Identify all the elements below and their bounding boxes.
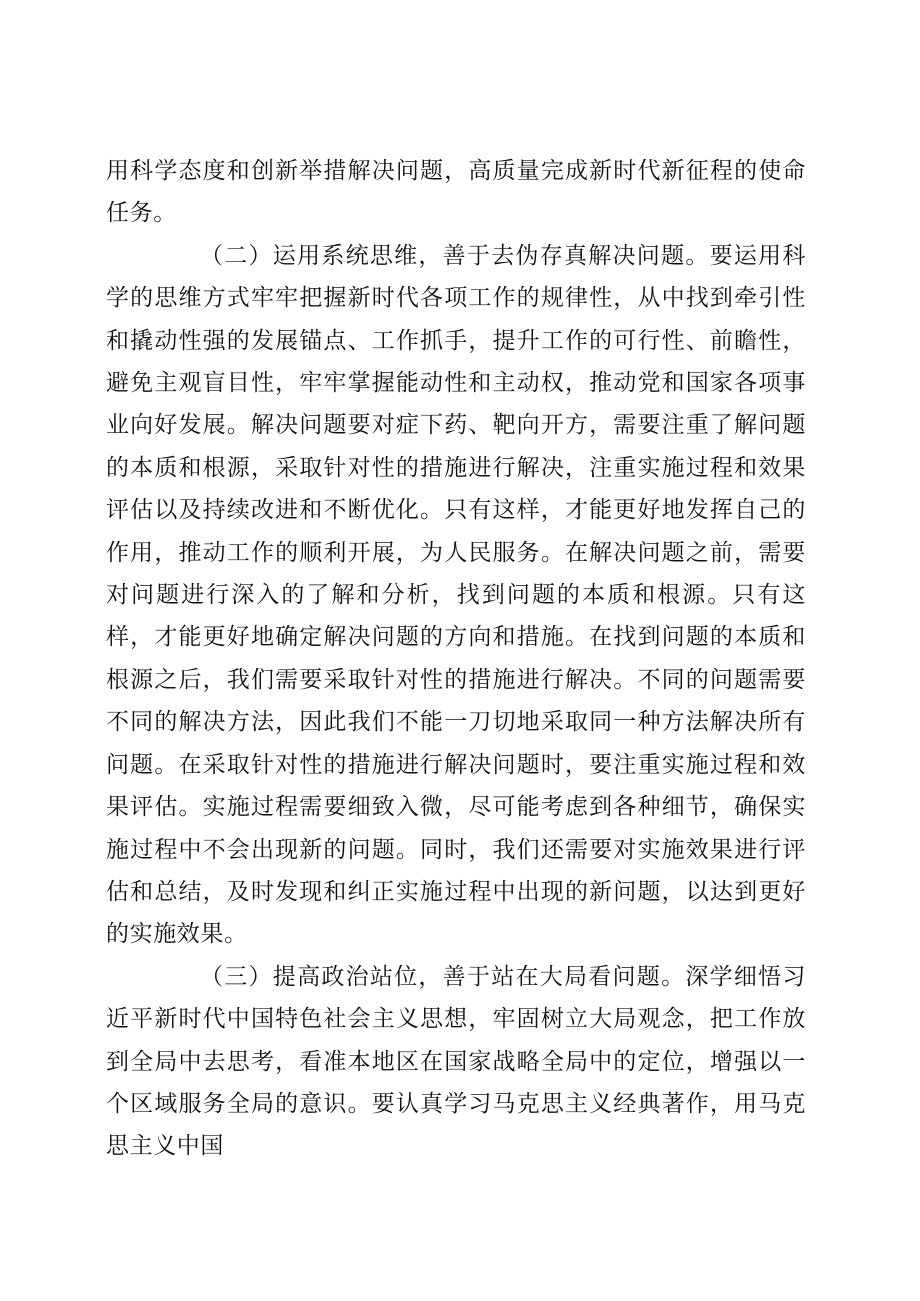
document-body	[106, 150, 806, 1168]
paragraph-section-three: （三）提高政治站位，善于站在大局看问题。深学细悟习近平新时代中国特色社会主义思想，牢固树立大局观念，把工作放到全局中去思考，看准本地区在国家战略全局中的定位，增强以一个区域服务全局的意识。要认真学习马克思主义经典著作，用马克思主义中国	[106, 963, 806, 1160]
paragraph-continuation: 用科学态度和创新举措解决问题，高质量完成新时代新征程的使命任务。	[106, 158, 806, 227]
paragraph-section-two: （二）运用系统思维，善于去伪存真解决问题。要运用科学的思维方式牢牢把握新时代各项工作的规律性，从中找到牵引性和撬动性强的发展锚点、工作抓手，提升工作的可行性、前瞻性，避免主观盲目性，牢牢掌握能动性和主动权，推动党和国家各项事业向好发展。解决问题要对症下药、靶向开方，需要注重了解问题的本质和根源，采取针对性的措施进行解决，注重实施过程和效果评估以及持续改进和不断优化。只有这样，才能更好地发挥自己的作用，推动工作的顺利开展，为人民服务。在解决问题之前，需要对问题进行深入的了解和分析，找到问题的本质和根源。只有这样，才能更好地确定解决问题的方向和措施。在找到问题的本质和根源之后，我们需要采取针对性的措施进行解决。不同的问题需要不同的解决方法，因此我们不能一刀切地采取同一种方法解决所有问题。在采取针对性的措施进行解决问题时，要注重实施过程和效果评估。实施过程需要细致入微，尽可能考虑到各种细节，确保实施过程中不会出现新的问题。同时，我们还需要对实施效果进行评估和总结，及时发现和纠正实施过程中出现的新问题，以达到更好的实施效果。	[106, 242, 806, 948]
